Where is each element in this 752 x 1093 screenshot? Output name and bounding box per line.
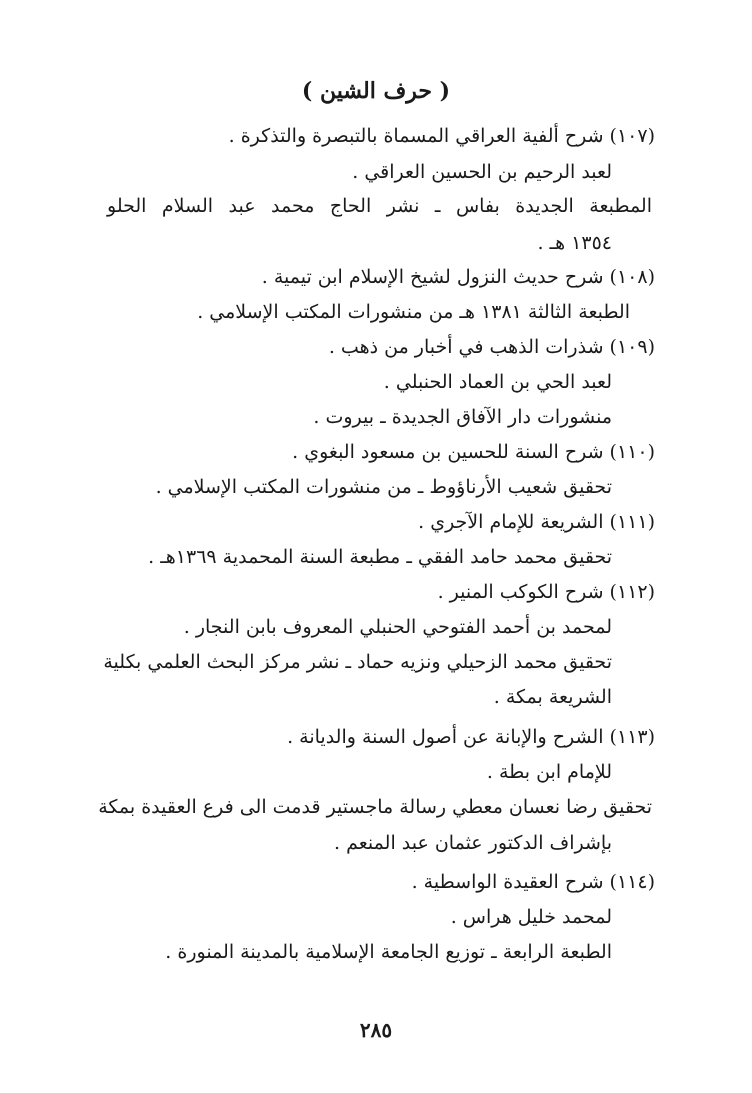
entry-109-title: (١٠٩) شذرات الذهب في أخبار من ذهب . xyxy=(328,336,655,358)
entry-113-supervisor: بإشراف الدكتور عثمان عبد المنعم . xyxy=(334,832,612,854)
entry-107-year: ١٣٥٤ هـ . xyxy=(537,232,612,254)
entry-114-author: لمحمد خليل هراس . xyxy=(450,906,612,928)
section-title: ( حرف الشين ) xyxy=(301,78,451,104)
entry-112-author: لمحمد بن أحمد الفتوحي الحنبلي المعروف بابن النجار . xyxy=(183,616,612,638)
entry-110-title: (١١٠) شرح السنة للحسين بن مسعود البغوي . xyxy=(292,441,655,463)
entry-113-author: للإمام ابن بطة . xyxy=(486,761,612,783)
entry-112-editor-cont: الشريعة بمكة . xyxy=(493,686,612,708)
entry-111-editor: تحقيق محمد حامد الفقي ـ مطبعة السنة المحمدية ١٣٦٩هـ . xyxy=(148,546,612,568)
entry-114-edition: الطبعة الرابعة ـ توزيع الجامعة الإسلامية بالمدينة المنورة . xyxy=(165,941,612,963)
entry-107-author: لعبد الرحيم بن الحسين العراقي . xyxy=(352,161,612,183)
entry-107-publisher: المطبعة الجديدة بفاس ـ نشر الحاج محمد عبد السلام الحلو xyxy=(107,195,652,217)
entry-108-edition: الطبعة الثالثة ١٣٨١ هـ من منشورات المكتب الإسلامي . xyxy=(197,301,630,323)
entry-112-title: (١١٢) شرح الكوكب المنير . xyxy=(437,581,655,603)
page-number: ٢٨٥ xyxy=(359,1018,393,1042)
entry-112-editor: تحقيق محمد الزحيلي ونزيه حماد ـ نشر مركز البحث العلمي بكلية xyxy=(103,651,612,673)
entry-110-editor: تحقيق شعيب الأرناؤوط ـ من منشورات المكتب الإسلامي . xyxy=(155,476,612,498)
entry-111-title: (١١١) الشريعة للإمام الآجري . xyxy=(418,511,655,533)
entry-107-title: (١٠٧) شرح ألفية العراقي المسماة بالتبصرة والتذكرة . xyxy=(228,125,655,147)
entry-109-publisher: منشورات دار الآفاق الجديدة ـ بيروت . xyxy=(313,406,612,428)
entry-109-author: لعبد الحي بن العماد الحنبلي . xyxy=(383,371,612,393)
entry-113-title: (١١٣) الشرح والإبانة عن أصول السنة والديانة . xyxy=(287,726,655,748)
entry-114-title: (١١٤) شرح العقيدة الواسطية . xyxy=(411,871,655,893)
entry-113-editor: تحقيق رضا نعسان معطي رسالة ماجستير قدمت الى فرع العقيدة بمكة xyxy=(98,796,652,818)
entry-108-title: (١٠٨) شرح حديث النزول لشيخ الإسلام ابن تيمية . xyxy=(261,266,655,288)
